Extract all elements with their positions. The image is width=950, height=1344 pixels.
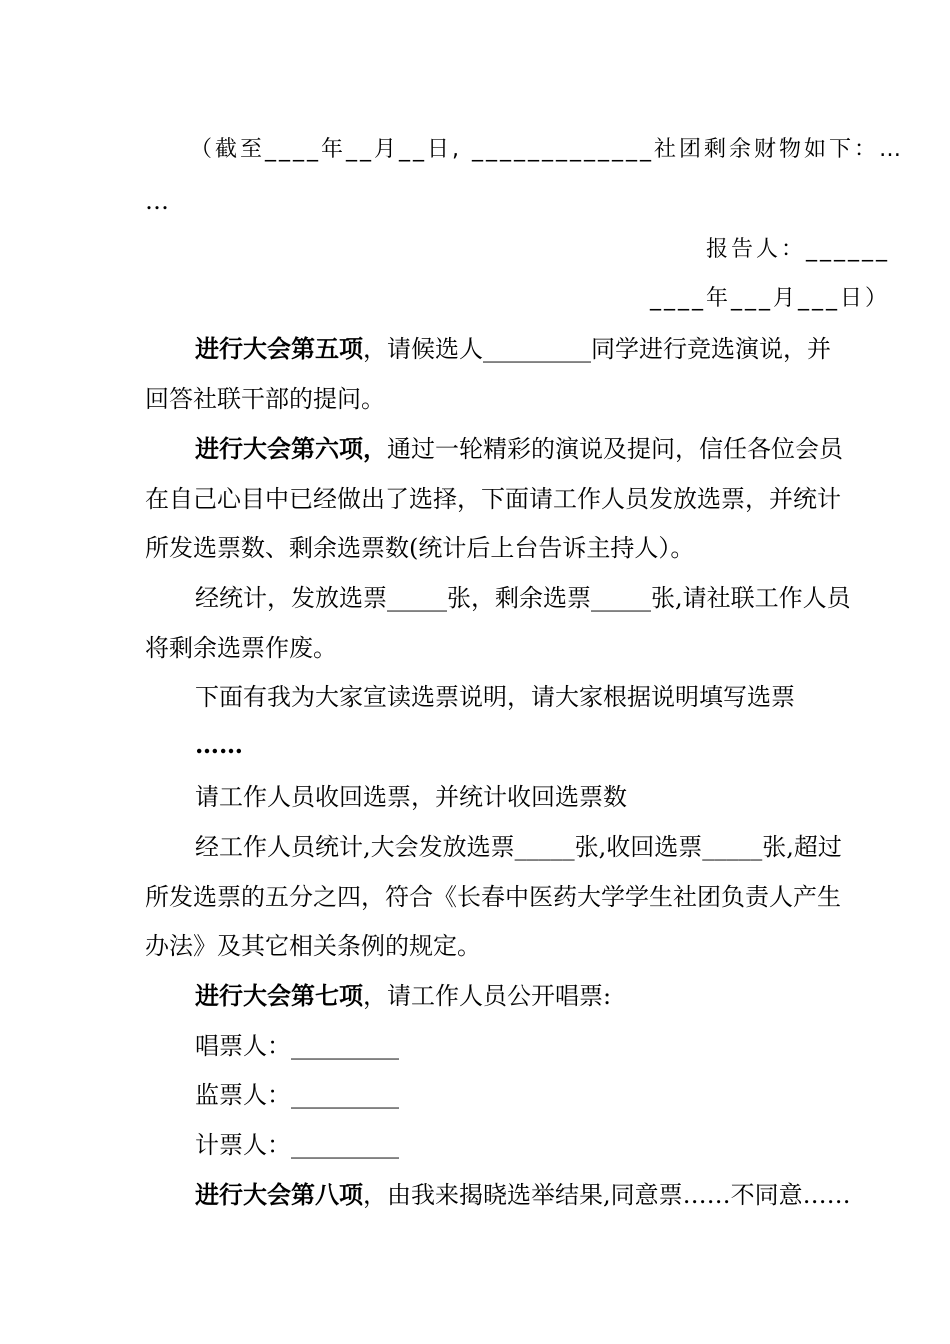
item8-heading: 进行大会第八项	[195, 1180, 363, 1209]
tally2-line-1: 经工作人员统计,大会发放选票_____张,收回选票_____张,超过	[195, 833, 842, 861]
counter-field: 计票人：_________	[195, 1131, 399, 1159]
item6-line-1	[195, 432, 843, 466]
ballot-intro-ellipsis: ……	[195, 730, 243, 759]
tally1-line-2: 将剩余选票作废。	[145, 634, 337, 662]
collect-line: 请工作人员收回选票，并统计收回选票数	[195, 783, 627, 811]
item8-line-1-text: ，由我来揭晓选举结果,同意票……不同意……	[363, 1181, 851, 1209]
item5-line-2: 回答社联干部的提问。	[145, 385, 385, 413]
tally1-line-1: 经统计，发放选票_____张，剩余选票_____张,请社联工作人员	[195, 584, 851, 612]
item6-line-3: 所发选票数、剩余选票数(统计后上台告诉主持人）。	[145, 534, 695, 562]
item5-line-1-text: ，请候选人_________同学进行竞选演说，并	[363, 335, 831, 363]
ballot-intro-line-1: 下面有我为大家宣读选票说明，请大家根据说明填写选票	[195, 683, 795, 711]
report-line-1: （截至____年__月__日, _____________社团剩余财物如下：…	[190, 137, 904, 162]
item7-line-1	[195, 979, 611, 1013]
item7-heading: 进行大会第七项	[195, 981, 363, 1010]
item5-heading: 进行大会第五项	[195, 334, 363, 363]
item8-line-1	[195, 1178, 851, 1212]
tally2-line-2: 所发选票的五分之四，符合《长春中医药大学学生社团负责人产生	[145, 883, 841, 911]
monitor-field: 监票人：_________	[195, 1081, 399, 1109]
item6-heading: 进行大会第六项，	[195, 434, 387, 463]
tally2-line-3: 办法》及其它相关条例的规定。	[145, 932, 481, 960]
report-line-2: …	[145, 187, 169, 215]
reporter-label: 报告人：______	[705, 237, 890, 262]
report-date: ____年___月___日）	[649, 286, 890, 311]
item6-line-2: 在自己心目中已经做出了选择，下面请工作人员发放选票，并统计	[145, 485, 841, 513]
item7-line-1-text: ，请工作人员公开唱票:	[363, 982, 612, 1010]
item5-line-1	[195, 332, 831, 366]
item6-line-1-text: 通过一轮精彩的演说及提问，信任各位会员	[387, 435, 843, 463]
caller-field: 唱票人：_________	[195, 1032, 399, 1060]
